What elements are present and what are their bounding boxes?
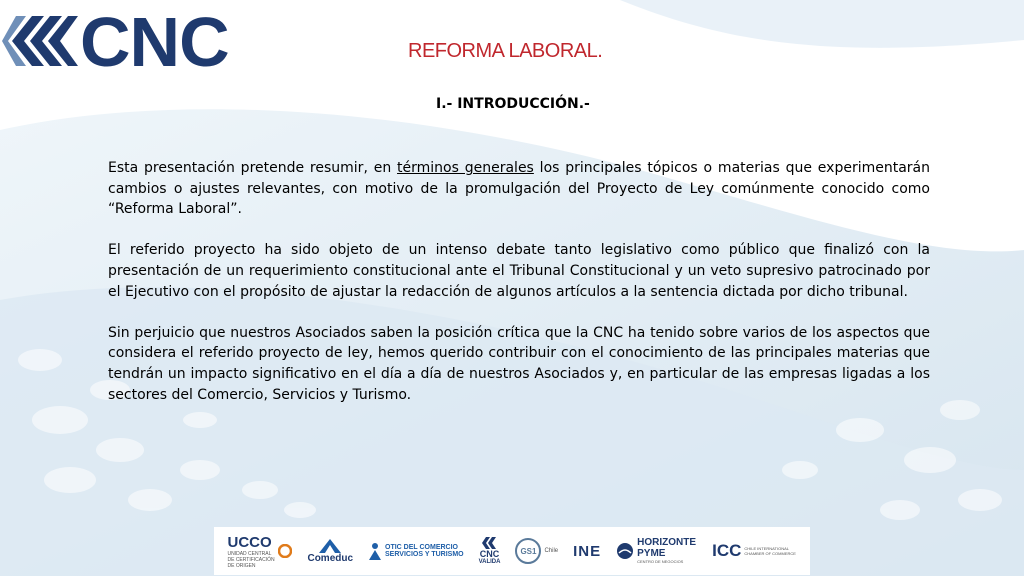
paragraph-1-start: Esta presentación pretende resumir, en [108,160,398,176]
paragraph-3: Sin perjuicio que nuestros Asociados saben la posición crítica que la CNC ha tenido sobre varios de los aspectos que considera el referido proyecto de ley, hemos querido contribuir con el conocimiento de las principales materias que tendrán un impacto significativo en el día a día de nuestros Asociados y, en particular de las empresas ligadas a los sectores del Comercio, Servicios y Turismo. [108,324,930,403]
otic-figure-icon [368,542,382,560]
cnc-logo [2,3,252,81]
gs1-logo-name: GS1 [520,546,537,556]
body-text [108,158,930,426]
slide-title: REFORMA LABORAL. [408,40,603,62]
ine-logo-name: INE [573,542,602,560]
cnc-chevron-mark-icon [2,8,80,74]
comeduc-logo [307,539,353,564]
paragraph-2: El referido proyecto ha sido objeto de un intenso debate tanto legislativo como público que finalizó con la presentación de un requerimiento constitucional ante el Tribunal Constitucional y un veto supresivo patrocinado por el Ejecutivo con el propósito de ajustar la redacción de algunos artículos a la sentencia dictada por dicho tribunal. [108,242,930,300]
ucco-logo-sub: UNIDAD CENTRAL DE CERTIFICACIÓN DE ORIGEN [227,550,275,569]
icc-logo [712,541,796,561]
underlined-phrase: términos generales [397,160,534,176]
icc-logo-name: ICC [712,541,742,560]
horizonte-pyme-logo-sub: CENTRO DE NEGOCIOS [637,559,684,564]
horizonte-globe-icon [616,542,634,560]
footer-logo-bar [214,527,810,575]
gs1-logo [515,538,558,564]
comeduc-mark-icon [319,539,341,553]
horizonte-pyme-logo [616,537,697,565]
paragraph-1 [108,158,930,220]
otic-logo-name: OTIC DEL COMERCIO [385,544,458,551]
paragraph-1-end: los principales tópicos o materias que experimentarán cambios o ajustes relevantes, con motivo de la promulgación del Proyecto de Ley comúnmente conocido como “Reforma Laboral”. [108,160,930,218]
cnc-valida-mark-icon [482,537,498,549]
ucco-mark-icon [278,544,292,558]
horizonte-pyme-logo-name: HORIZONTE PYME [637,537,697,559]
gs1-logo-sub: Chile [544,548,559,554]
cnc-valida-logo-sub: VALIDA [478,559,501,565]
cnc-logo-text: CNC [80,3,229,81]
comeduc-logo-name: Comeduc [307,552,354,564]
cnc-valida-logo [479,537,501,565]
ucco-logo [227,534,292,569]
otic-logo-sub: SERVICIOS Y TURISMO [385,551,464,558]
otic-logo [368,542,464,560]
section-heading: I.- INTRODUCCIÓN.- [436,96,590,112]
cnc-valida-logo-name: CNC [479,549,500,559]
ine-logo [573,543,601,560]
ucco-logo-name: UCCO [227,533,272,551]
icc-logo-sub: CHILE INTERNATIONAL CHAMBER OF COMMERCE [744,546,796,556]
